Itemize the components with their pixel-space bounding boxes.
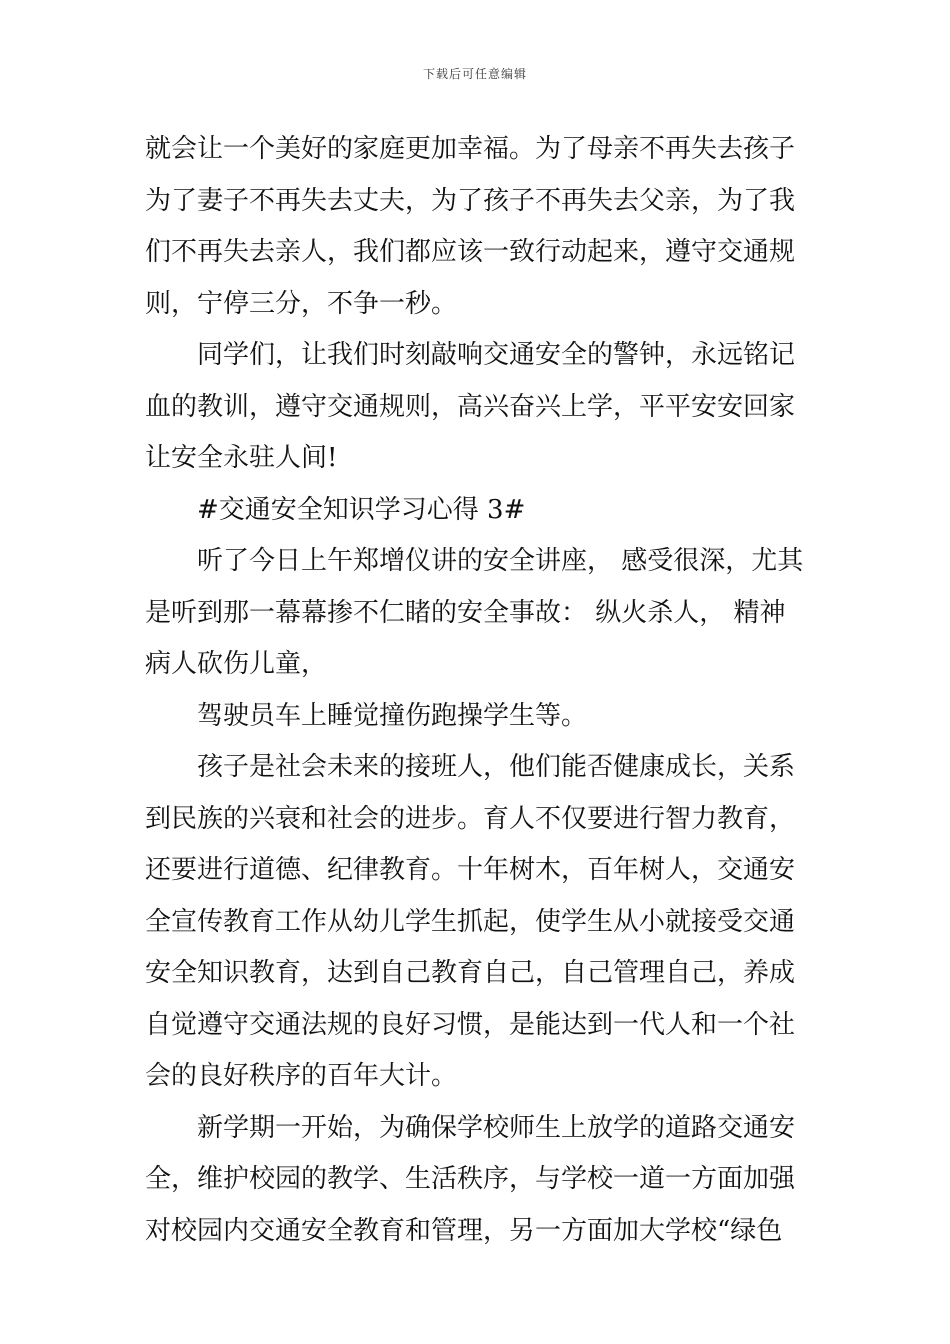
- page-header: 下载后可任意编辑: [422, 67, 527, 81]
- text-line: 是听到那一幕幕掺不仁睹的安全事故： 纵火杀人， 精神: [145, 597, 786, 628]
- text-line: 让安全永驻人间!: [145, 443, 338, 473]
- paragraph-first-line: 新学期一开始，为确保学校师生上放学的道路交通安: [197, 1112, 796, 1143]
- text-line: 还要进行道德、纪律教育。十年树木，百年树人，交通安: [145, 855, 796, 885]
- paragraph-first-line: 驾驶员车上睡觉撞伤跑操学生等。: [197, 700, 588, 731]
- text-line: 安全知识教育，达到自己教育自己，自己管理自己，养成: [145, 958, 796, 988]
- text-line: 病人砍伤儿童，: [145, 649, 328, 679]
- text-line: 全宣传教育工作从幼儿学生抓起，使学生从小就接受交通: [145, 906, 796, 937]
- paragraph-first-line: 听了今日上午郑增仪讲的安全讲座， 感受很深，尤其: [197, 546, 804, 576]
- text-line: 则，宁停三分，不争一秒。: [145, 288, 458, 319]
- text-line: 为了妻子不再失去丈夫，为了孩子不再失去父亲，为了我: [145, 185, 796, 216]
- document-body: [145, 124, 810, 1257]
- text-line: 到民族的兴衰和社会的进步。育人不仅要进行智力教育，: [145, 803, 796, 834]
- paragraph-first-line: 孩子是社会未来的接班人，他们能否健康成长，关系: [197, 752, 796, 782]
- text-line: 就会让一个美好的家庭更加幸福。为了母亲不再失去孩子: [145, 134, 796, 164]
- paragraph-first-line: 同学们，让我们时刻敲响交通安全的警钟，永远铭记: [197, 340, 796, 370]
- text-line: 血的教训，遵守交通规则，高兴奋兴上学，平平安安回家: [145, 391, 796, 422]
- text-line: 会的良好秩序的百年大计。: [145, 1061, 458, 1091]
- text-line: 对校园内交通安全教育和管理，另一方面加大学校“绿色: [145, 1215, 783, 1246]
- text-line: 自觉遵守交通法规的良好习惯，是能达到一代人和一个社: [145, 1009, 796, 1040]
- text-line: 们不再失去亲人，我们都应该一致行动起来，遵守交通规: [145, 237, 796, 267]
- section-heading: #交通安全知识学习心得 3#: [197, 494, 526, 525]
- text-line: 全，维护校园的教学、生活秩序，与学校一道一方面加强: [145, 1164, 796, 1194]
